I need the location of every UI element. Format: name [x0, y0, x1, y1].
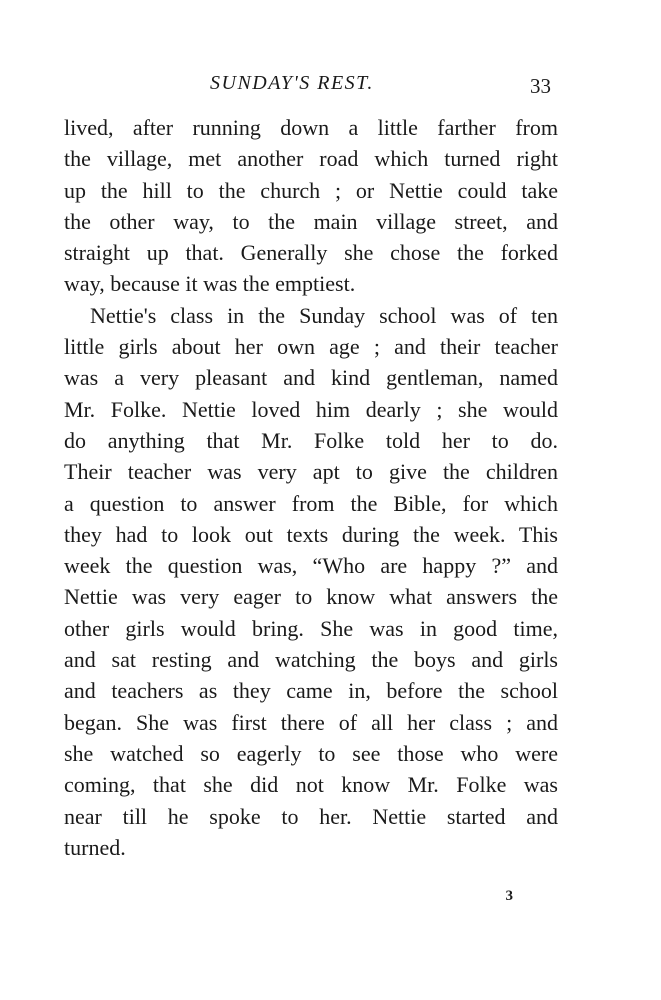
text-line: she watched so eagerly to see those who were	[64, 740, 558, 766]
text-line: week the question was, “Who are happy ?” and	[64, 553, 558, 579]
text-line: the village, met another road which turned right	[64, 146, 558, 172]
text-line: way, because it was the emptiest.	[64, 271, 356, 297]
text-line: began. She was first there of all her class ; and	[64, 709, 558, 735]
body-text	[64, 112, 558, 863]
text-line: do anything that Mr. Folke told her to do.	[64, 427, 558, 453]
page-number: 33	[530, 74, 551, 98]
text-line: Nettie was very eager to know what answers the	[64, 584, 558, 610]
text-line: straight up that. Generally she chose the forked	[64, 240, 558, 266]
text-line: Mr. Folke. Nettie loved him dearly ; she would	[64, 396, 558, 422]
text-line: and teachers as they came in, before the school	[64, 678, 558, 704]
text-line: lived, after running down a little farther from	[64, 115, 558, 140]
text-line: other girls would bring. She was in good time,	[64, 615, 558, 641]
text-line: and sat resting and watching the boys and girls	[64, 647, 558, 673]
text-line: Their teacher was very apt to give the children	[64, 459, 558, 485]
running-title: SUNDAY'S REST.	[210, 72, 374, 94]
text-line: up the hill to the church ; or Nettie could take	[64, 177, 558, 203]
signature-mark: 3	[505, 888, 513, 904]
text-line: a question to answer from the Bible, for which	[64, 490, 558, 516]
text-line: coming, that she did not know Mr. Folke was	[64, 772, 558, 798]
text-line: was a very pleasant and kind gentleman, named	[64, 365, 558, 391]
running-head	[0, 72, 661, 102]
text-line: the other way, to the main village street, and	[64, 208, 558, 234]
text-line: near till he spoke to her. Nettie started and	[64, 803, 558, 829]
text-line: they had to look out texts during the week. This	[64, 521, 558, 547]
text-line: little girls about her own age ; and their teacher	[64, 334, 558, 360]
paragraph-2	[64, 300, 558, 863]
paragraph-1	[64, 112, 558, 300]
text-line: turned.	[64, 834, 126, 860]
text-line: Nettie's class in the Sunday school was of ten	[90, 302, 558, 328]
